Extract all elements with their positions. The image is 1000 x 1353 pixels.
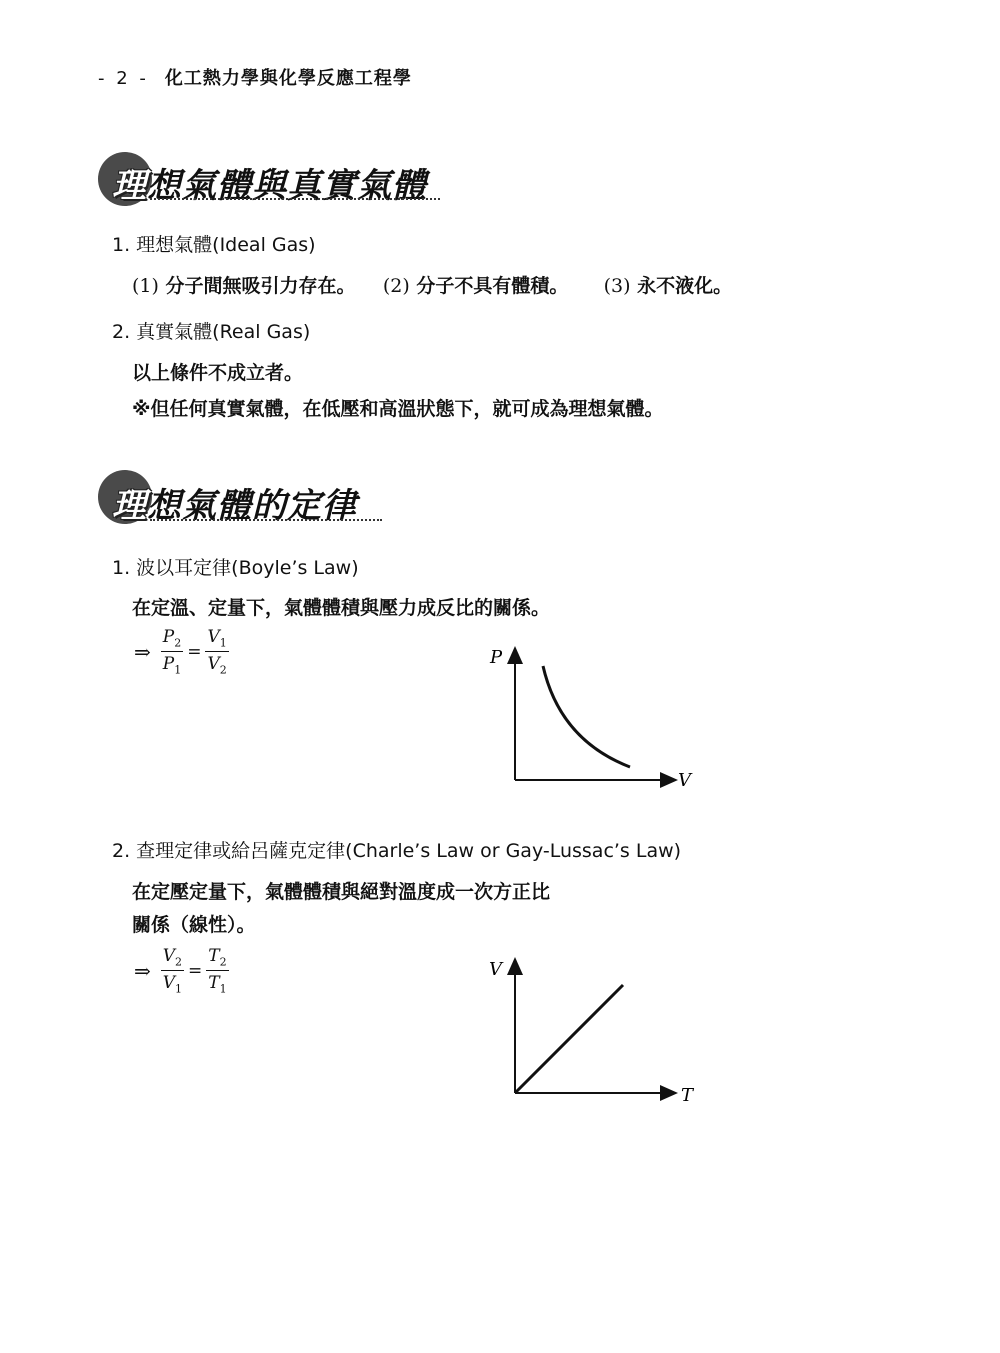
section-title-first-char: 理 [112, 166, 147, 206]
implies-symbol: ⇒ [134, 958, 151, 983]
section-title-rest: 想氣體的定律 [147, 486, 357, 526]
charles-law-desc-1: 在定壓定量下，氣體體積與絕對溫度成一次方正比 [132, 881, 551, 903]
boyles-law-heading: 1. 波以耳定律(Boyle’s Law) [112, 557, 359, 579]
equals-sign: = [187, 641, 202, 662]
condition-2-num: (2) [382, 275, 410, 297]
ideal-gas-heading: 1. 理想氣體(Ideal Gas) [112, 234, 316, 256]
y-axis-label: P [490, 647, 503, 668]
section-title-first-char: 理 [112, 486, 147, 526]
real-gas-line-1: 以上條件不成立者。 [132, 362, 304, 384]
condition-3-text: 永不液化。 [637, 275, 733, 297]
section-underline [150, 519, 382, 521]
implies-symbol: ⇒ [134, 639, 151, 664]
boyles-law-desc: 在定溫、定量下，氣體體積與壓力成反比的關係。 [132, 597, 551, 619]
fraction-right: $\frac{T_2}{T_1}$ [208, 946, 227, 996]
charles-law-formula [134, 946, 229, 996]
page-header [98, 64, 412, 90]
section-underline [150, 198, 440, 200]
fraction-left: $\frac{P_2}{P_1}$ [162, 627, 182, 677]
section-title-rest: 想氣體與真實氣體 [147, 166, 427, 206]
x-axis-label: V [678, 770, 691, 791]
real-gas-line-2: ※但任何真實氣體，在低壓和高溫狀態下，就可成為理想氣體。 [132, 398, 664, 420]
condition-2-text: 分子不具有體積。 [416, 275, 569, 297]
y-axis-label: V [489, 959, 502, 980]
charles-law-desc-2: 關係（線性）。 [132, 914, 256, 936]
condition-3-num: (3) [603, 275, 631, 297]
boyles-law-chart [480, 640, 710, 800]
book-title: 化工熱力學與化學反應工程學 [164, 68, 412, 89]
real-gas-heading: 2. 真實氣體(Real Gas) [112, 321, 311, 343]
condition-1-text: 分子間無吸引力存在。 [165, 275, 356, 297]
charles-law-chart [480, 955, 710, 1115]
fraction-right: $\frac{V_1}{V_2}$ [207, 627, 227, 677]
fraction-left: $\frac{V_2}{V_1}$ [162, 946, 183, 996]
boyles-law-formula [134, 627, 229, 677]
inverse-curve [543, 666, 630, 767]
condition-1-num: (1) [132, 275, 159, 297]
x-axis-label: T [681, 1085, 694, 1106]
linear-line [515, 985, 623, 1093]
charles-law-heading: 2. 查理定律或給呂薩克定律(Charle’s Law or Gay-Lussac’s Law) [112, 840, 682, 862]
page-number: - 2 - [98, 68, 149, 89]
equals-sign: = [188, 960, 203, 981]
ideal-gas-conditions [132, 271, 732, 298]
